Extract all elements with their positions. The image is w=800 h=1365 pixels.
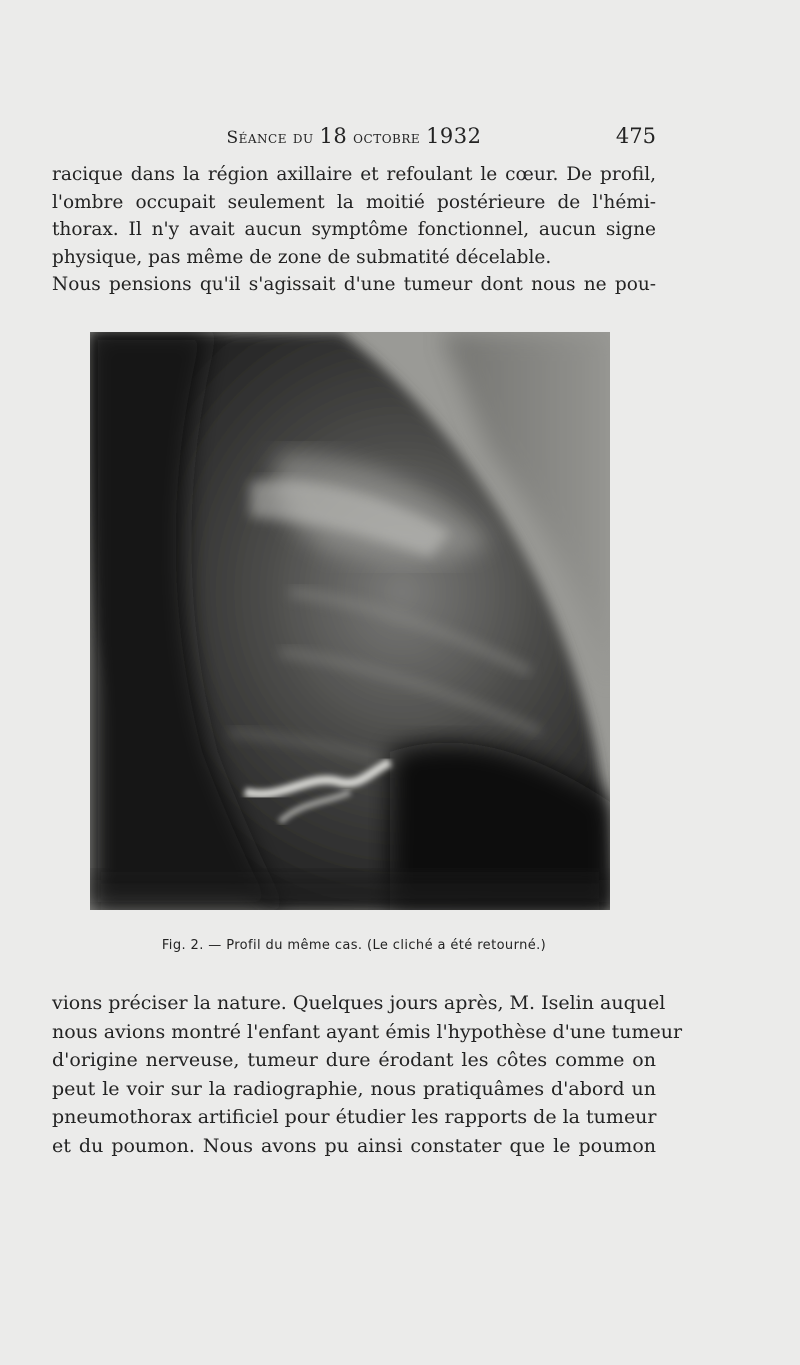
running-title (52, 124, 656, 148)
paragraph-top (52, 161, 656, 299)
paragraph-bottom (52, 989, 683, 1160)
running-title-month: octobre (347, 128, 427, 148)
text-line: et du poumon. Nous avons pu ainsi constater que le poumon (52, 1134, 656, 1157)
text-line: physique, pas même de zone de submatité décelable. (52, 246, 552, 268)
text-line: l'ombre occupait seulement la moitié postérieure de l'hémi- (52, 191, 656, 213)
figure-caption: Fig. 2. — Profil du même cas. (Le cliché a été retourné.) (161, 938, 547, 953)
radiograph-figure (90, 332, 610, 910)
running-head (52, 124, 656, 152)
text-line: racique dans la région axillaire et refoulant le cœur. De profil, (52, 164, 656, 185)
running-title-seance: Séance du (226, 128, 320, 148)
running-title-year: 1932 (426, 124, 482, 148)
page-number: 475 (615, 124, 656, 148)
text-line: vions préciser la nature. Quelques jours après, M. Iselin auquel (52, 992, 666, 1014)
running-title-day: 18 (319, 124, 348, 148)
text-line: pneumothorax artificiel pour étudier les rapports de la tumeur (52, 1106, 657, 1128)
text-line: Nous pensions qu'il s'agissait d'une tumeur dont nous ne pou- (52, 274, 656, 295)
radiograph-image (90, 332, 610, 910)
text-line: nous avions montré l'enfant ayant émis l'hypothèse d'une tumeur (52, 1020, 683, 1043)
text-line: peut le voir sur la radiographie, nous pratiquâmes d'abord un (52, 1077, 656, 1100)
text-line: d'origine nerveuse, tumeur dure érodant les côtes comme on (52, 1049, 656, 1071)
text-line: thorax. Il n'y avait aucun symptôme fonctionnel, aucun signe (52, 219, 656, 240)
